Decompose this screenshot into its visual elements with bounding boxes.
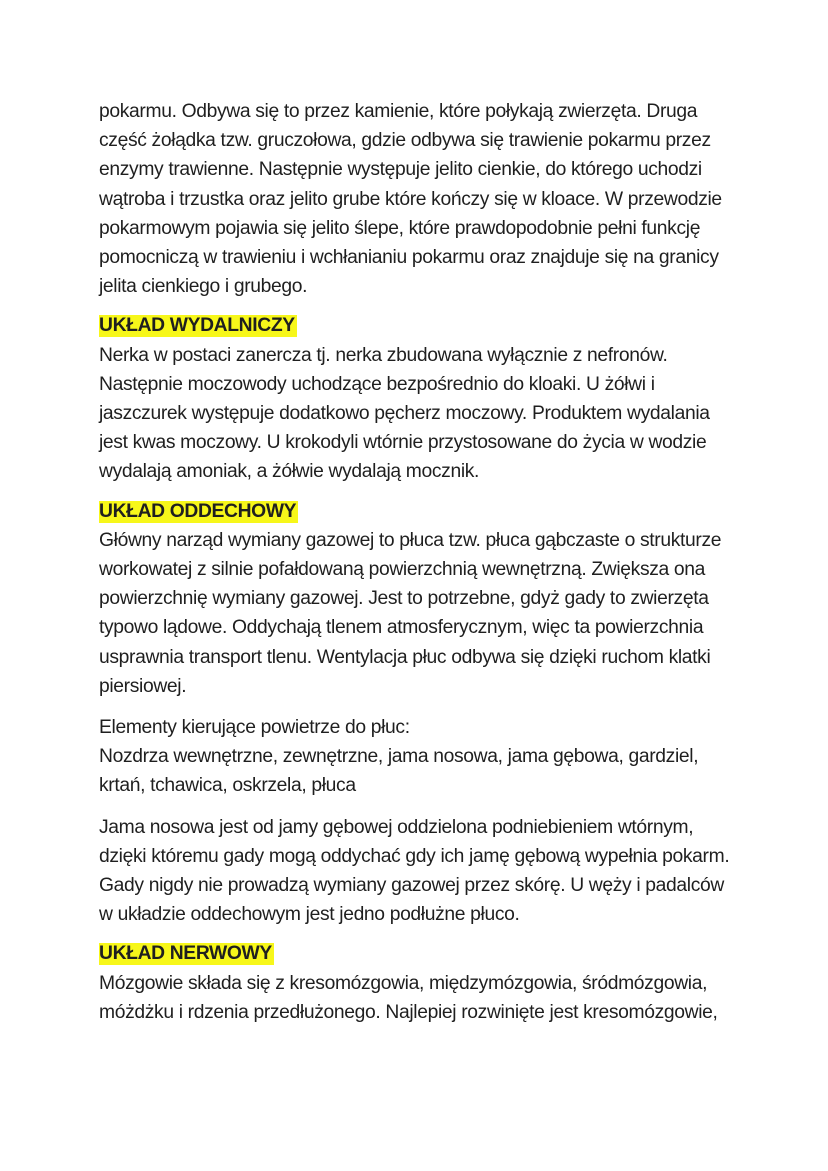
- oddechowy-elements-paragraph: Elementy kierujące powietrze do płuc: Nozdrza wewnętrzne, zewnętrzne, jama nosowa, jama gębowa, gardziel, krtań, tchawica, oskrzela, płuca: [99, 717, 699, 797]
- heading-nerwowy: [99, 939, 739, 968]
- intro-paragraph: pokarmu. Odbywa się to przez kamienie, które połykają zwierzęta. Druga część żołądka tzw. gruczołowa, gdzie odbywa się trawienie pokarmu przez enzymy trawienne. Następnie występuje jelito cienkie, do którego uchodzi wątroba i trzustka oraz jelito grube które kończy się w kloace. W przewodzie pokarmowym pojawia się jelito ślepe, które prawdopodobnie pełni funkcję pomocniczą w trawieniu i wchłanianiu pokarmu oraz znajduje się na granicy jelita cienkiego i grubego.: [99, 101, 722, 298]
- nerwowy-paragraph: Mózgowie składa się z kresomózgowia, międzymózgowia, śródmózgowia, móżdżku i rdzenia przedłużonego. Najlepiej rozwinięte jest kresomózgowie,: [99, 972, 718, 1023]
- oddechowy-extra-paragraph: Jama nosowa jest od jamy gębowej oddzielona podniebieniem wtórnym, dzięki któremu gady mogą oddychać gdy ich jamę gębową wypełnia pokarm. Gady nigdy nie prowadzą wymiany gazowej przez skórę. U węży i padalców w układzie oddechowym jest jedno podłużne płuco.: [99, 816, 730, 926]
- heading-oddechowy-text: UKŁAD ODDECHOWY: [99, 500, 297, 522]
- heading-wydalniczy: [99, 311, 739, 340]
- document-page: [99, 97, 739, 1027]
- heading-wydalniczy-text: UKŁAD WYDALNICZY: [99, 315, 295, 337]
- heading-nerwowy-text: UKŁAD NERWOWY: [99, 943, 272, 965]
- wydalniczy-paragraph: Nerka w postaci zanercza tj. nerka zbudowana wyłącznie z nefronów. Następnie moczowody uchodzące bezpośrednio do kloaki. U żółwi i jaszczurek występuje dodatkowo pęcherz moczowy. Produktem wydalania jest kwas moczowy. U krokodyli wtórnie przystosowane do życia w wodzie wydalają amoniak, a żółwie wydalają mocznik.: [99, 344, 710, 483]
- oddechowy-paragraph: Główny narząd wymiany gazowej to płuca tzw. płuca gąbczaste o strukturze workowatej z silnie pofałdowaną powierzchnią wewnętrzną. Zwiększa ona powierzchnię wymiany gazowej. Jest to potrzebne, gdyż gady to zwierzęta typowo lądowe. Oddychają tlenem atmosferycznym, więc ta powierzchnia usprawnia transport tlenu. Wentylacja płuc odbywa się dzięki ruchom klatki piersiowej.: [99, 529, 722, 697]
- heading-oddechowy: [99, 497, 739, 526]
